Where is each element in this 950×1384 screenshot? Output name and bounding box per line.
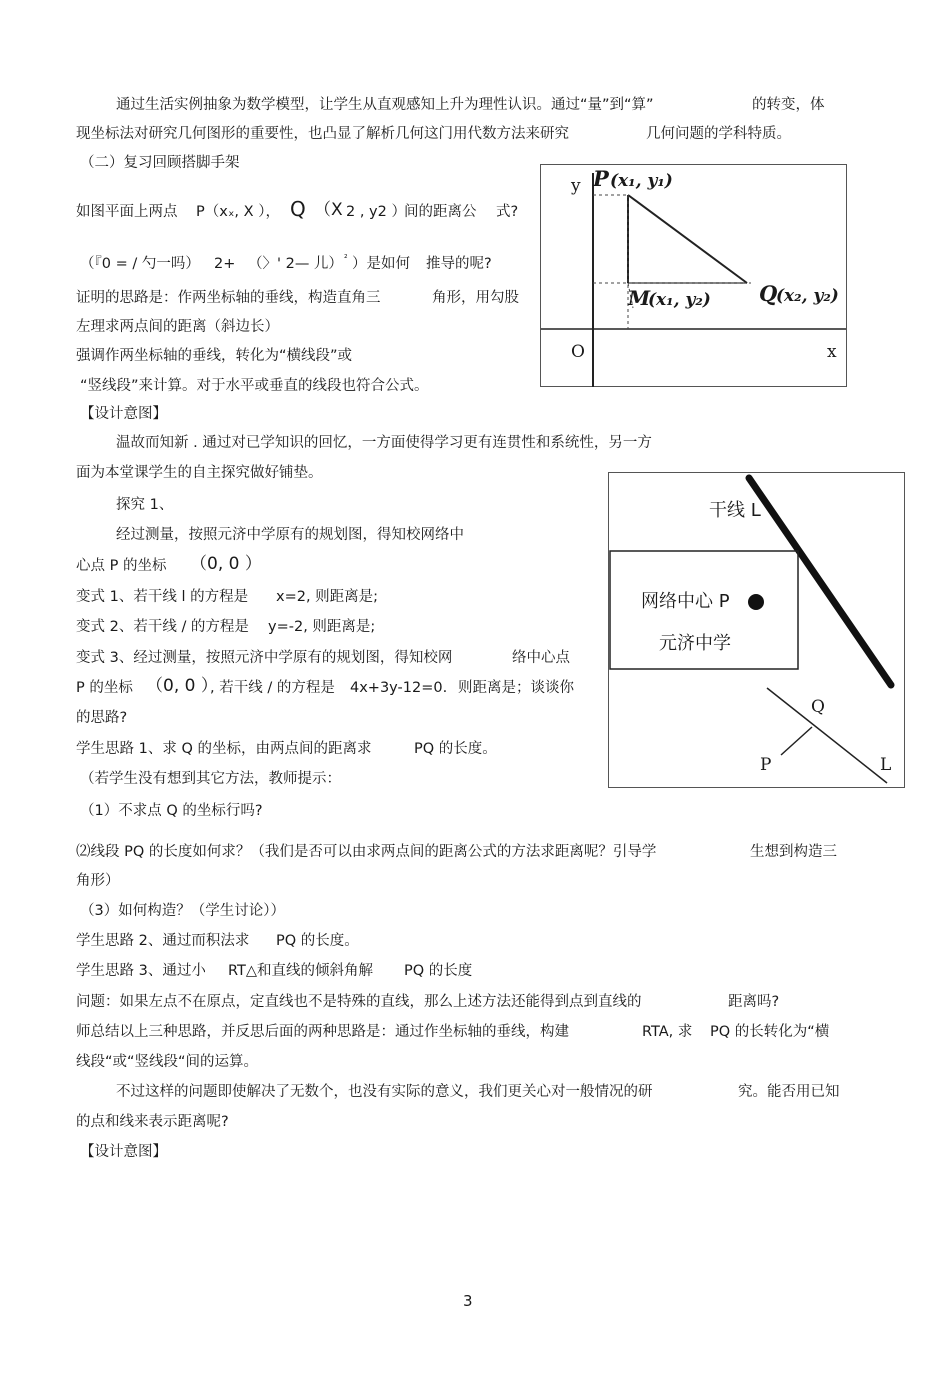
text-line: RTA, 求	[642, 1024, 693, 1040]
text-line: 如图平面上两点	[76, 204, 178, 220]
point-p-label: P	[593, 166, 609, 191]
text-line: , 若干线 / 的方程是	[210, 680, 335, 696]
text-line: 2+	[214, 256, 236, 272]
text-line: Q	[290, 197, 306, 221]
text-line: RT△和直线的倾斜角解	[228, 963, 374, 979]
center-point-dot	[748, 594, 764, 610]
text-line: “竖线段”来计算。对于水平或垂直的线段也符合公式。	[80, 378, 429, 394]
text-line: 面为本堂课学生的自主探究做好铺垫。	[76, 465, 323, 481]
point-p-label: P	[760, 755, 772, 775]
point-m-label: M	[628, 286, 651, 310]
text-line: ₓ, X ），	[228, 204, 280, 220]
text-line: 问题：如果左点不在原点，定直线也不是特殊的直线，那么上述方法还能得到点到直线的	[76, 994, 642, 1010]
coordinate-figure-drawing	[541, 165, 848, 388]
text-line: ²	[344, 254, 348, 264]
text-line: 角形）	[76, 873, 120, 889]
text-line: y=-2, 则距离是;	[268, 619, 376, 635]
text-line: PQ 的长转化为“横	[710, 1024, 830, 1040]
text-line: 究。能否用已知	[738, 1084, 840, 1100]
text-line: （0, 0 ）	[190, 554, 262, 574]
text-line: 强调作两坐标轴的垂线，转化为“横线段”或	[76, 348, 353, 364]
text-line: （X	[314, 200, 343, 220]
text-line: 经过测量，按照元济中学原有的规划图，得知校网络中	[116, 527, 464, 543]
text-line: P（x	[196, 204, 228, 220]
text-line: 线段“或“竖线段“间的运算。	[76, 1054, 259, 1070]
text-line: 学生思路 1、求 Q 的坐标，由两点间的距离求	[76, 741, 372, 757]
text-line: 的点和线来表示距离呢?	[76, 1114, 229, 1130]
text-line: 变式 1、若干线 l 的方程是	[76, 589, 249, 605]
design-intent-heading: 【设计意图】	[80, 1144, 167, 1160]
section-heading: （二）复习回顾搭脚手架	[80, 155, 240, 171]
point-p-coord: (x₁, y₁)	[610, 171, 673, 191]
text-line: 学生思路 2、通过而积法求	[76, 933, 250, 949]
text-line: 生想到构造三	[750, 844, 837, 860]
text-line: （1）不求点 Q 的坐标行吗?	[80, 803, 263, 819]
point-m-coord: (x₁, y₂)	[648, 290, 711, 310]
text-line: 师总结以上三种思路，并反思后面的两种思路是：通过作坐标轴的垂线，构建	[76, 1024, 569, 1040]
triangle-hypotenuse	[628, 195, 747, 283]
text-line: 距离吗?	[728, 994, 780, 1010]
perpendicular-pq	[781, 727, 812, 755]
text-line: ）是如何	[352, 256, 410, 272]
text-line: 探究 1、	[116, 497, 174, 513]
text-line: 不过这样的问题即使解决了无数个，也没有实际的意义，我们更关心对一般情况的研	[116, 1084, 653, 1100]
text-line: PQ 的长度。	[276, 933, 359, 949]
text-line: 式?	[496, 204, 519, 220]
text-line: 4x+3y-12=0.	[350, 680, 448, 696]
text-line: （0, 0 ）	[146, 676, 218, 696]
text-line: 通过生活实例抽象为数学模型，让学生从直观感知上升为理性认识。通过“量”到“算”	[116, 97, 654, 113]
text-line: PQ 的长度	[404, 963, 473, 979]
trunk-line-label: 干线 L	[709, 500, 761, 521]
text-line: 左理求两点间的距离（斜边长）	[76, 319, 279, 335]
text-line: 心点 P 的坐标	[76, 558, 167, 574]
text-line: 的转变，体	[752, 97, 825, 113]
text-line: 几何问题的学科特质。	[646, 126, 791, 142]
text-line: 推导的呢?	[426, 256, 492, 272]
text-line: （若学生没有想到其它方法，教师提示：	[80, 771, 341, 787]
text-line: 则距离是；谈谈你	[458, 680, 574, 696]
network-center-label: 网络中心 P	[641, 591, 730, 612]
text-line: 2 , y2 ）	[346, 204, 406, 220]
text-line: （3）如何构造？（学生讨论））	[80, 903, 285, 919]
text-line: 变式 2、若干线 / 的方程是	[76, 619, 249, 635]
line-l-label: L	[880, 755, 892, 775]
line-l-small	[767, 688, 887, 783]
point-q-label: Q	[759, 281, 778, 306]
design-intent-heading: 【设计意图】	[80, 406, 167, 422]
text-line: ⑵线段 PQ 的长度如何求？（我们是否可以由求两点间的距离公式的方法求距离呢？引导学	[76, 844, 657, 860]
origin-label: O	[571, 342, 585, 362]
point-q-coord: (x₂, y₂)	[776, 286, 839, 306]
text-line: （〉' 2— 儿）	[248, 256, 343, 272]
point-q-label: Q	[811, 697, 825, 717]
coordinate-figure	[540, 164, 847, 387]
text-line: 证明的思路是：作两坐标轴的垂线，构造直角三	[76, 290, 381, 306]
x-axis-label: x	[827, 342, 837, 362]
text-line: 间的距离公	[404, 204, 477, 220]
text-line: 的思路?	[76, 710, 128, 726]
text-line: 角形，用勾股	[432, 290, 519, 306]
school-plan-figure	[608, 472, 905, 788]
trunk-line-l	[749, 478, 891, 685]
page-number: 3	[463, 1292, 473, 1310]
text-line: 学生思路 3、通过小	[76, 963, 206, 979]
text-line: 络中心点	[512, 650, 570, 666]
y-axis-label: y	[571, 176, 581, 196]
text-line: 现坐标法对研究几何图形的重要性，也凸显了解析几何这门用代数方法来研究	[76, 126, 569, 142]
text-line: 变式 3、经过测量，按照元济中学原有的规划图，得知校网	[76, 650, 453, 666]
text-line: （『0 = / 勺一吗）	[80, 256, 200, 272]
text-line: PQ 的长度。	[414, 741, 497, 757]
text-line: x=2, 则距离是;	[276, 589, 379, 605]
text-line: 温故而知新 . 通过对已学知识的回忆，一方面使得学习更有连贯性和系统性，另一方	[116, 435, 652, 451]
school-name-label: 元济中学	[659, 633, 731, 654]
text-line: P 的坐标	[76, 680, 133, 696]
